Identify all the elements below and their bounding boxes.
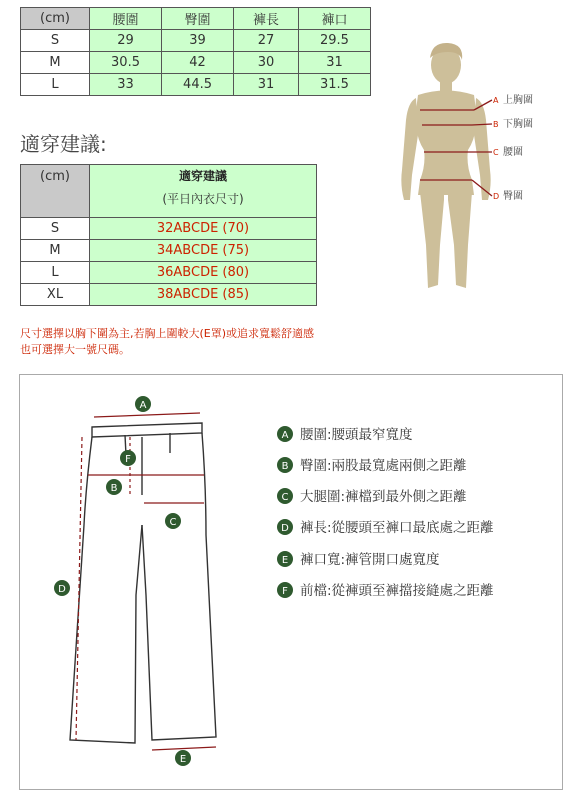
size-label: S <box>21 30 90 52</box>
marker-letter: A <box>139 400 147 411</box>
table-cell: 39 <box>162 30 234 52</box>
table-cell: 36ABCDE (80) <box>90 262 317 284</box>
marker-letter: B <box>110 483 118 494</box>
header-cell: 臀圍 <box>162 8 234 30</box>
suggestion-header-title: 適穿建議 <box>178 169 227 183</box>
unit-cell <box>21 165 90 218</box>
table-row <box>21 240 317 262</box>
size-table-header <box>21 8 371 30</box>
legend-letter: E <box>281 555 289 566</box>
table-cell: 38ABCDE (85) <box>90 284 317 306</box>
legend-text: 臀圍:兩股最寬處兩側之距離 <box>300 458 467 474</box>
body-silhouette <box>401 43 490 288</box>
size-label: M <box>21 240 90 262</box>
table-cell: 33 <box>90 74 162 96</box>
table-cell: 29.5 <box>298 30 370 52</box>
body-label-text: 下胸圍 <box>503 119 533 130</box>
body-label-letter: C <box>493 148 499 157</box>
table-cell: 29 <box>90 30 162 52</box>
legend-letter: D <box>281 523 289 534</box>
body-label-text: 上胸圍 <box>503 95 533 106</box>
body-measurement-figure <box>388 40 558 300</box>
suggestion-table <box>20 164 317 306</box>
table-cell: 44.5 <box>162 74 234 96</box>
table-cell: 31.5 <box>298 74 370 96</box>
marker-letter: E <box>179 754 187 765</box>
table-cell: 31 <box>234 74 299 96</box>
marker-letter: F <box>125 454 131 465</box>
size-label: M <box>21 52 90 74</box>
table-cell: 34ABCDE (75) <box>90 240 317 262</box>
table-row <box>21 284 317 306</box>
size-label: XL <box>21 284 90 306</box>
table-row <box>21 52 371 74</box>
header-cell: (cm) <box>21 8 90 30</box>
legend-letter: C <box>281 492 289 503</box>
legend-letter: F <box>282 586 288 597</box>
suggestion-header <box>21 165 317 218</box>
pants-diagram <box>20 375 562 789</box>
legend-text: 腰圍:腰頭最窄寬度 <box>300 427 413 443</box>
header-cell: 褲長 <box>234 8 299 30</box>
table-row <box>21 262 317 284</box>
table-row <box>21 74 371 96</box>
legend-text: 大腿圍:褲檔到最外側之距離 <box>300 489 467 505</box>
size-table <box>20 7 371 96</box>
header-cell: 褲口 <box>298 8 370 30</box>
body-label-letter: B <box>493 120 499 129</box>
note-line: 也可選擇大一號尺碼。 <box>20 343 130 356</box>
table-cell: 30 <box>234 52 299 74</box>
header-cell: 腰圍 <box>90 8 162 30</box>
table-cell: 31 <box>298 52 370 74</box>
table-cell: 42 <box>162 52 234 74</box>
pants-diagram-box <box>19 374 563 790</box>
note-line: 尺寸選擇以胸下圍為主,若胸上圍較大(E罩)或追求寬鬆舒適感 <box>20 327 315 340</box>
header-cell <box>90 165 317 218</box>
suggestion-header-sub: (平日內衣尺寸) <box>162 192 244 206</box>
legend-text: 褲口寬:褲管開口處寬度 <box>300 552 440 568</box>
body-label-letter: D <box>493 192 500 201</box>
table-row <box>21 218 317 240</box>
body-label-letter: A <box>493 96 499 105</box>
size-label: L <box>21 74 90 96</box>
size-label: L <box>21 262 90 284</box>
table-cell: 27 <box>234 30 299 52</box>
legend-letter: A <box>281 430 289 441</box>
unit-label: (cm) <box>40 169 70 184</box>
legend-text: 前檔:從褲頭至褲擋接縫處之距離 <box>300 583 494 599</box>
table-cell: 30.5 <box>90 52 162 74</box>
marker-letter: D <box>58 584 66 595</box>
legend-text: 褲長:從腰頭至褲口最底處之距離 <box>300 520 494 536</box>
marker-letter: C <box>169 517 177 528</box>
suggestion-title: 適穿建議: <box>20 132 107 156</box>
size-label: S <box>21 218 90 240</box>
body-label-text: 腰圍 <box>503 147 523 158</box>
body-label-text: 臀圍 <box>503 191 523 202</box>
size-note <box>20 326 314 358</box>
legend-letter: B <box>281 461 289 472</box>
table-cell: 32ABCDE (70) <box>90 218 317 240</box>
table-row <box>21 30 371 52</box>
